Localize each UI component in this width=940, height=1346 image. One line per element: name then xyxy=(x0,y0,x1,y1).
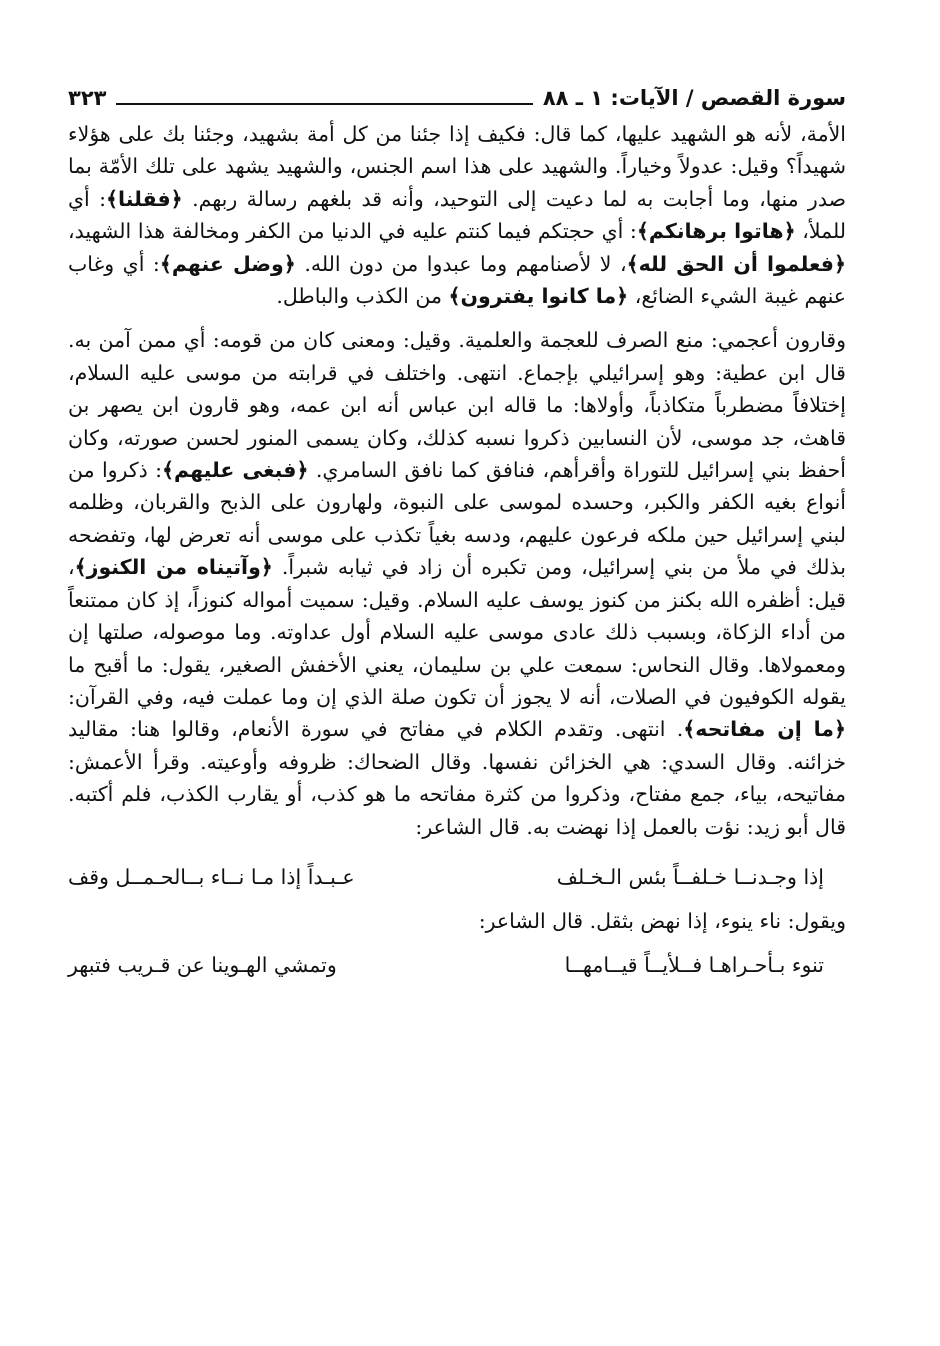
paragraph-text: : أي وغاب عنهم غيبة الشيء الضائع، xyxy=(68,251,846,309)
quran-quote: ﴿فقلنا﴾ xyxy=(106,186,183,211)
verse-1-second-hemistich: عـبـداً إذا مـا نــاء بــالحـمــل وقف xyxy=(68,864,355,889)
paragraph-text: من الكذب والباطل. xyxy=(276,284,449,309)
verse-2-second-hemistich: وتمشي الهـوينا عن قـريب فتبهر xyxy=(68,953,337,978)
quran-quote: ﴿ما إن مفاتحه﴾ xyxy=(683,717,847,742)
quran-quote: ﴿وضل عنهم﴾ xyxy=(159,251,296,276)
paragraph-text: وقارون أعجمي: منع الصرف للعجمة والعلمية. وقيل: ومعنى كان من قومه: أي ممن آمن به. قال ابن عطية: وهو إسرائيلي بإجماع. انتهى. واختلف في قرابته من موسى عليه السلام، إختلافاً مضطرباً متكاذباً، وأولاها: ما قاله ابن عباس أنه ابن عمه، وهو قارون ابن يصهر بن قاهث، جد موسى، لأن النسابين ذكروا نسبه كذلك، وكان يسمى المنور لحسن صورته، وكان أحفظ بني إسرائيل للتوراة وأقرأهم، فنافق كما نافق السامري. xyxy=(68,328,846,483)
quran-quote: ﴿وآتيناه من الكنوز﴾ xyxy=(74,555,273,580)
paragraph-text: : أي للملأ، xyxy=(68,186,847,244)
quran-quote: ﴿هاتوا برهانكم﴾ xyxy=(636,219,796,244)
page-body xyxy=(68,118,846,981)
header-title: سورة القصص / الآيات: ١ ـ ٨٨ xyxy=(542,86,846,110)
verse-2-first-hemistich: تنوء بـأحـراهـا فــلأيــاً قيــامهــا xyxy=(564,953,824,978)
paragraph-text: ، لا لأصنامهم وما عبدوا من دون الله. xyxy=(295,251,627,276)
verse-1-first-hemistich: إذا وجـدنــا خـلفــاً بئس الـخـلف xyxy=(556,864,824,889)
paragraph-2 xyxy=(68,324,846,843)
paragraph-text: . انتهى. وتقدم الكلام في مفاتح في سورة الأنعام، وقالوا هنا: مقاليد خزائنه. وقال السدي: هي الخزائن نفسها. وقال الضحاك: ظروفه وأوعيته. وقرأ الأعمش: مفاتيحه، بياء، جمع مفتاح، وذكروا من كثرة مفاتحه ما هو كذب، أو يقارب الكذب، فلم أكتبه. قال أبو زيد: نؤت بالعمل إذا نهضت به. قال الشاعر: xyxy=(68,717,846,839)
quran-quote: ﴿فبغى عليهم﴾ xyxy=(162,458,309,483)
header-rule xyxy=(116,103,532,105)
paragraph-text: الأمة، لأنه هو الشهيد عليها، كما قال: فكيف إذا جئنا من كل أمة بشهيد، وجئنا بك على هؤلاء شهيداً؟ وقيل: عدولاً وخياراً. والشهيد على هذا اسم الجنس، والشهيد يشهد على تلك الأمّة بما صدر منها، وما أجابت به لما دعيت إلى التوحيد، وأنه قد بلغهم رسالة ربهم. xyxy=(68,122,846,211)
quran-quote: ﴿ما كانوا يفترون﴾ xyxy=(448,284,629,309)
poetry-verse-1 xyxy=(68,861,846,893)
paragraph-1 xyxy=(68,118,846,312)
poetry-verse-2 xyxy=(68,949,846,981)
paragraph-text: : ذكروا من أنواع بغيه الكفر والكبر، وحسده لموسى على النبوة، ولهارون على الذبح والقربان، وظلمه لبني إسرائيل حين ملكه فرعون عليهم، ودسه بغياً تكذب على موسى أنه تعرض لها، وتفضحه بذلك في ملأ من بني إسرائيل، ومن تكبره أن زاد في ثيابه شبراً. xyxy=(68,458,847,580)
page-number: ٣٢٣ xyxy=(68,86,107,110)
interstitial-text: ويقول: ناء ينوء، إذا نهض بثقل. قال الشاعر: xyxy=(478,908,846,933)
paragraph-text: ، قيل: أظفره الله بكنز من كنوز يوسف عليه السلام. وقيل: سميت أمواله كنوزاً، إذ كان ممتنعاً من أداء الزكاة، وبسبب ذلك عادى موسى عليه السلام أول عداوته. وما موصوله، صلتها إن ومعمولاها. وقال النحاس: سمعت علي بن سليمان، يعني الأخفش الصغير، يقول: ما أقبح ما يقوله الكوفيون في الصلات، أنه لا يجوز أن تكون صلة الذي إن وما عملت فيه، وفي القرآن: xyxy=(68,555,846,709)
page xyxy=(68,82,846,993)
quran-quote: ﴿فعلموا أن الحق لله﴾ xyxy=(626,251,846,276)
running-header xyxy=(68,82,846,110)
paragraph-text: : أي حجتكم فيما كنتم عليه في الدنيا من الكفر ومخالفة هذا الشهيد، xyxy=(68,219,637,244)
